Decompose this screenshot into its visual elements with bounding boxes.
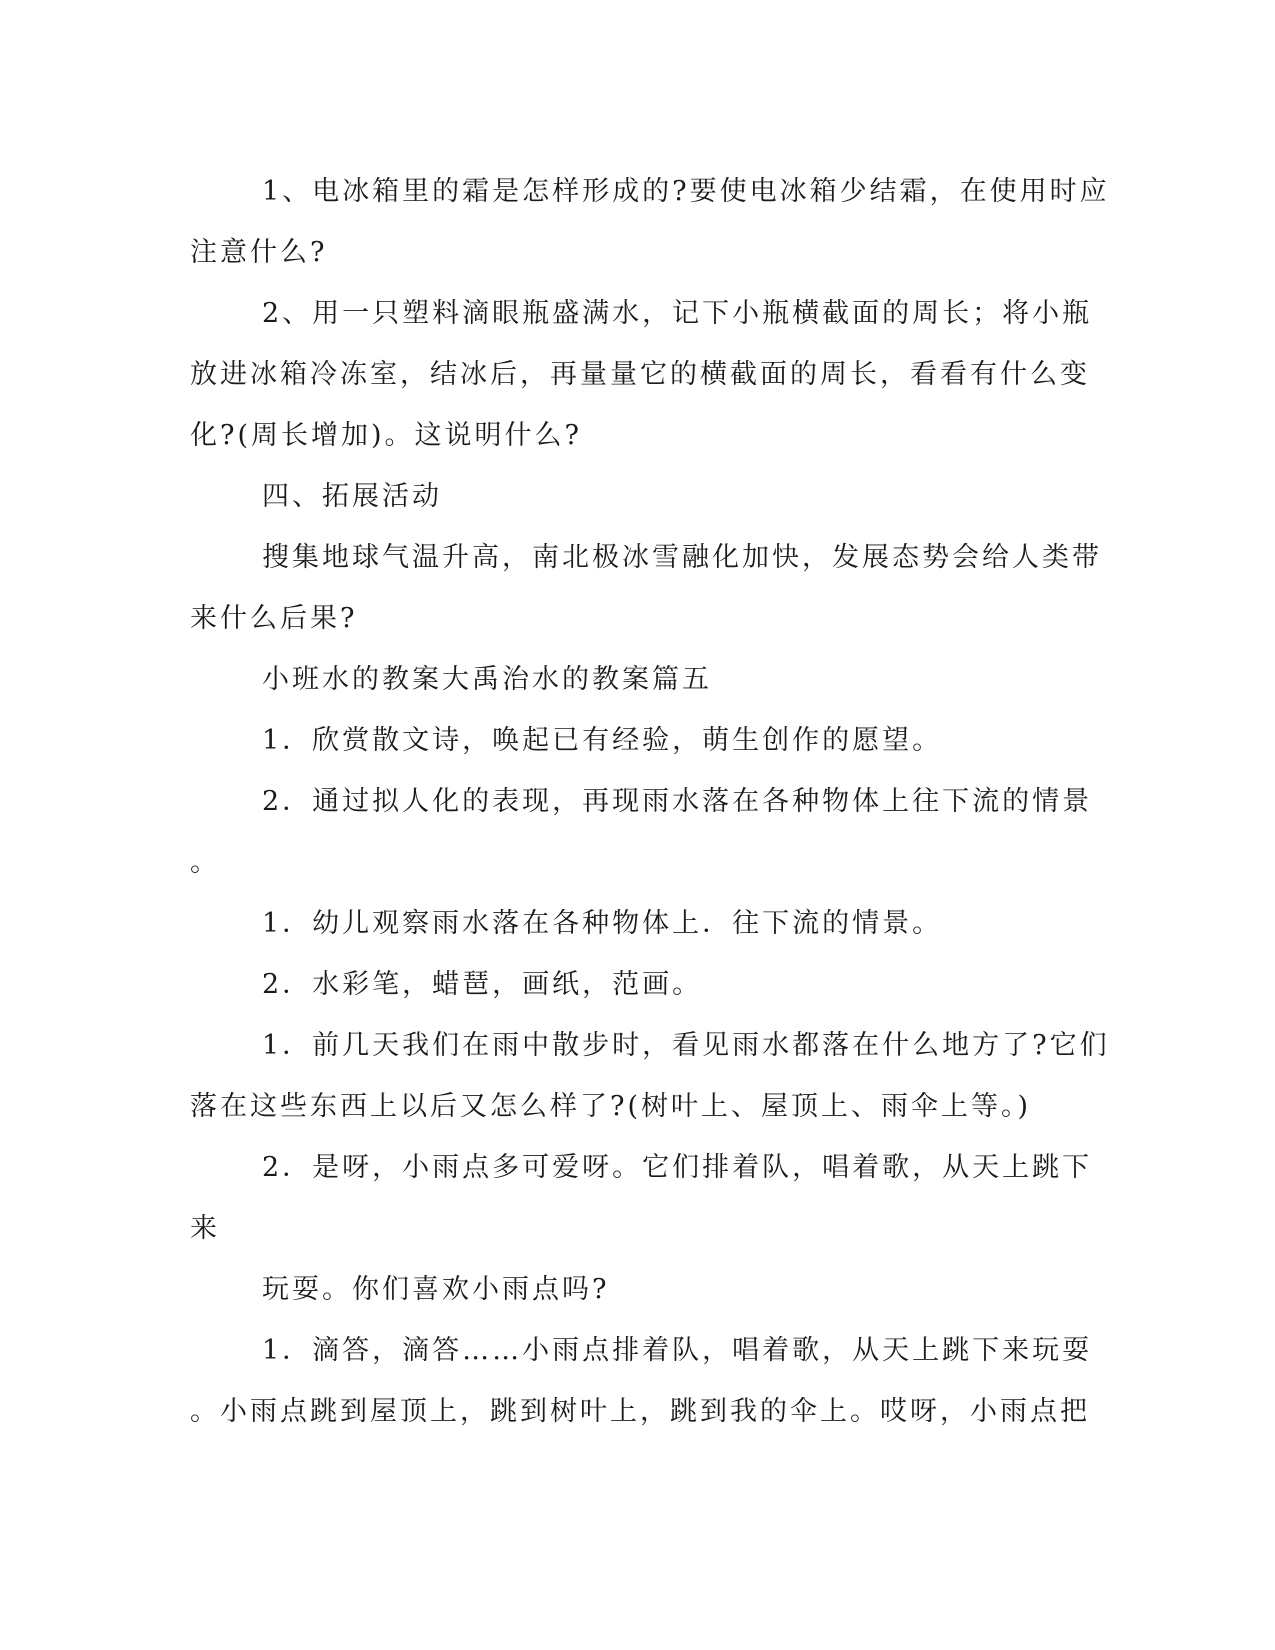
text-line: 来什么后果? [190,603,358,634]
text-line: 化?(周长增加)。这说明什么? [190,420,583,451]
text-line: 1．前几天我们在雨中散步时，看见雨水都落在什么地方了?它们 [262,1030,1110,1061]
text-line: 搜集地球气温升高，南北极冰雪融化加快，发展态势会给人类带 [262,542,1102,573]
text-line: 1．欣赏散文诗，唤起已有经验，萌生创作的愿望。 [262,725,943,756]
text-line: 来 [190,1213,220,1244]
text-line: 2、用一只塑料滴眼瓶盛满水，记下小瓶横截面的周长；将小瓶 [262,298,1093,329]
text-line: 。小雨点跳到屋顶上，跳到树叶上，跳到我的伞上。哎呀，小雨点把 [190,1396,1090,1427]
text-line: 玩耍。你们喜欢小雨点吗? [262,1274,610,1305]
text-line: 1．滴答，滴答……小雨点排着队，唱着歌，从天上跳下来玩耍 [262,1335,1093,1366]
text-line: 小班水的教案大禹治水的教案篇五 [262,664,712,695]
text-line: 2．是呀，小雨点多可爱呀。它们排着队，唱着歌，从天上跳下 [262,1152,1093,1183]
text-line: 注意什么? [190,237,328,268]
text-line: 2．水彩笔，蜡琶，画纸，范画。 [262,969,703,1000]
text-line: 1、电冰箱里的霜是怎样形成的?要使电冰箱少结霜，在使用时应 [262,176,1110,207]
text-line: 。 [190,847,220,878]
text-line: 2．通过拟人化的表现，再现雨水落在各种物体上往下流的情景 [262,786,1093,817]
text-line: 1．幼儿观察雨水落在各种物体上．往下流的情景。 [262,908,943,939]
text-line: 四、拓展活动 [262,481,442,512]
text-line: 落在这些东西上以后又怎么样了?(树叶上、屋顶上、雨伞上等。) [190,1091,1032,1122]
document-body [190,161,1110,1442]
text-line: 放进冰箱冷冻室，结冰后，再量量它的横截面的周长，看看有什么变 [190,359,1090,390]
